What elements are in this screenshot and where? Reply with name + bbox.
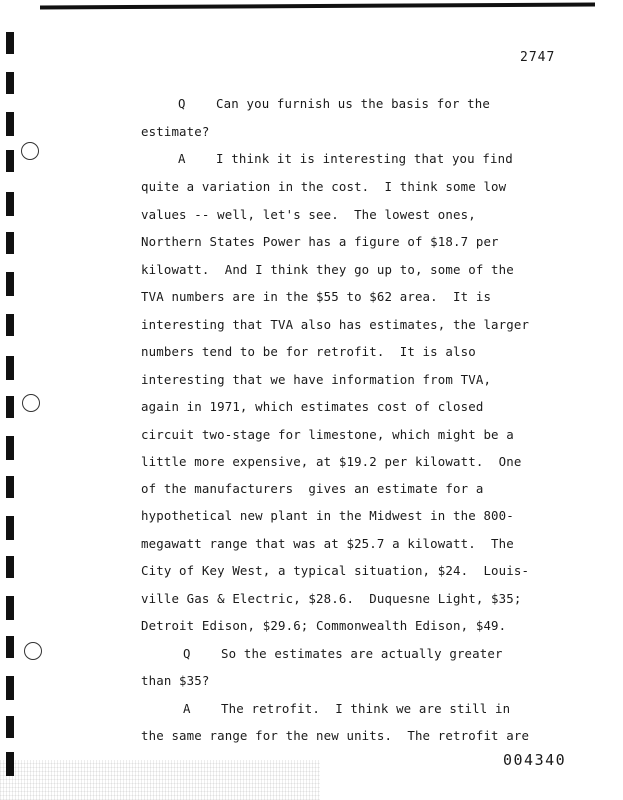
punch-hole (22, 394, 40, 412)
binder-mark (6, 272, 14, 296)
binder-mark (6, 516, 14, 540)
text-line: numbers tend to be for retrofit. It is also (141, 344, 476, 359)
text-line: circuit two-stage for limestone, which might be a (141, 427, 514, 442)
binder-mark (6, 436, 14, 460)
text-line: A I think it is interesting that you find (178, 151, 513, 166)
binder-mark (6, 192, 14, 216)
text-line: of the manufacturers gives an estimate for a (141, 481, 484, 496)
binder-mark (6, 232, 14, 254)
text-line: Q Can you furnish us the basis for the (178, 96, 491, 111)
binder-mark (6, 356, 14, 380)
punch-hole (24, 642, 42, 660)
binder-mark (6, 476, 14, 498)
binder-mark (6, 636, 14, 658)
text-line: interesting that we have information from TVA, (141, 372, 492, 387)
text-line: ville Gas & Electric, $28.6. Duquesne Light, $35; (141, 591, 522, 606)
text-line: values -- well, let's see. The lowest ones, (141, 207, 476, 222)
text-line: little more expensive, at $19.2 per kilowatt. One (141, 454, 522, 469)
text-line: quite a variation in the cost. I think some low (141, 179, 507, 194)
text-line: Detroit Edison, $29.6; Commonwealth Edison, $49. (141, 618, 507, 633)
text-line: the same range for the new units. The retrofit are (141, 728, 530, 743)
top-rule (40, 3, 595, 10)
text-line: Q So the estimates are actually greater (183, 646, 503, 661)
text-line: interesting that TVA also has estimates, the larger (141, 317, 530, 332)
text-line: hypothetical new plant in the Midwest in the 800- (141, 508, 514, 523)
punch-hole (21, 142, 39, 160)
binder-mark (6, 32, 14, 54)
binder-mark (6, 716, 14, 738)
scan-noise (0, 760, 320, 800)
text-line: kilowatt. And I think they go up to, some of the (141, 262, 514, 277)
text-line: estimate? (141, 124, 210, 139)
binder-mark (6, 556, 14, 578)
document-id: 004340 (503, 751, 567, 769)
binder-mark (6, 150, 14, 172)
page-number: 2747 (520, 50, 556, 65)
text-line: Northern States Power has a figure of $18.7 per (141, 234, 499, 249)
text-line: again in 1971, which estimates cost of closed (141, 399, 484, 414)
binder-mark (6, 112, 14, 136)
text-line: TVA numbers are in the $55 to $62 area. It is (141, 289, 492, 304)
binder-mark (6, 596, 14, 620)
binder-mark (6, 72, 14, 94)
binder-mark (6, 314, 14, 336)
text-line: than $35? (141, 673, 210, 688)
text-line: megawatt range that was at $25.7 a kilowatt. The (141, 536, 514, 551)
text-line: City of Key West, a typical situation, $24. Louis- (141, 563, 530, 578)
text-line: A The retrofit. I think we are still in (183, 701, 511, 716)
binder-mark (6, 396, 14, 418)
binder-mark (6, 676, 14, 700)
